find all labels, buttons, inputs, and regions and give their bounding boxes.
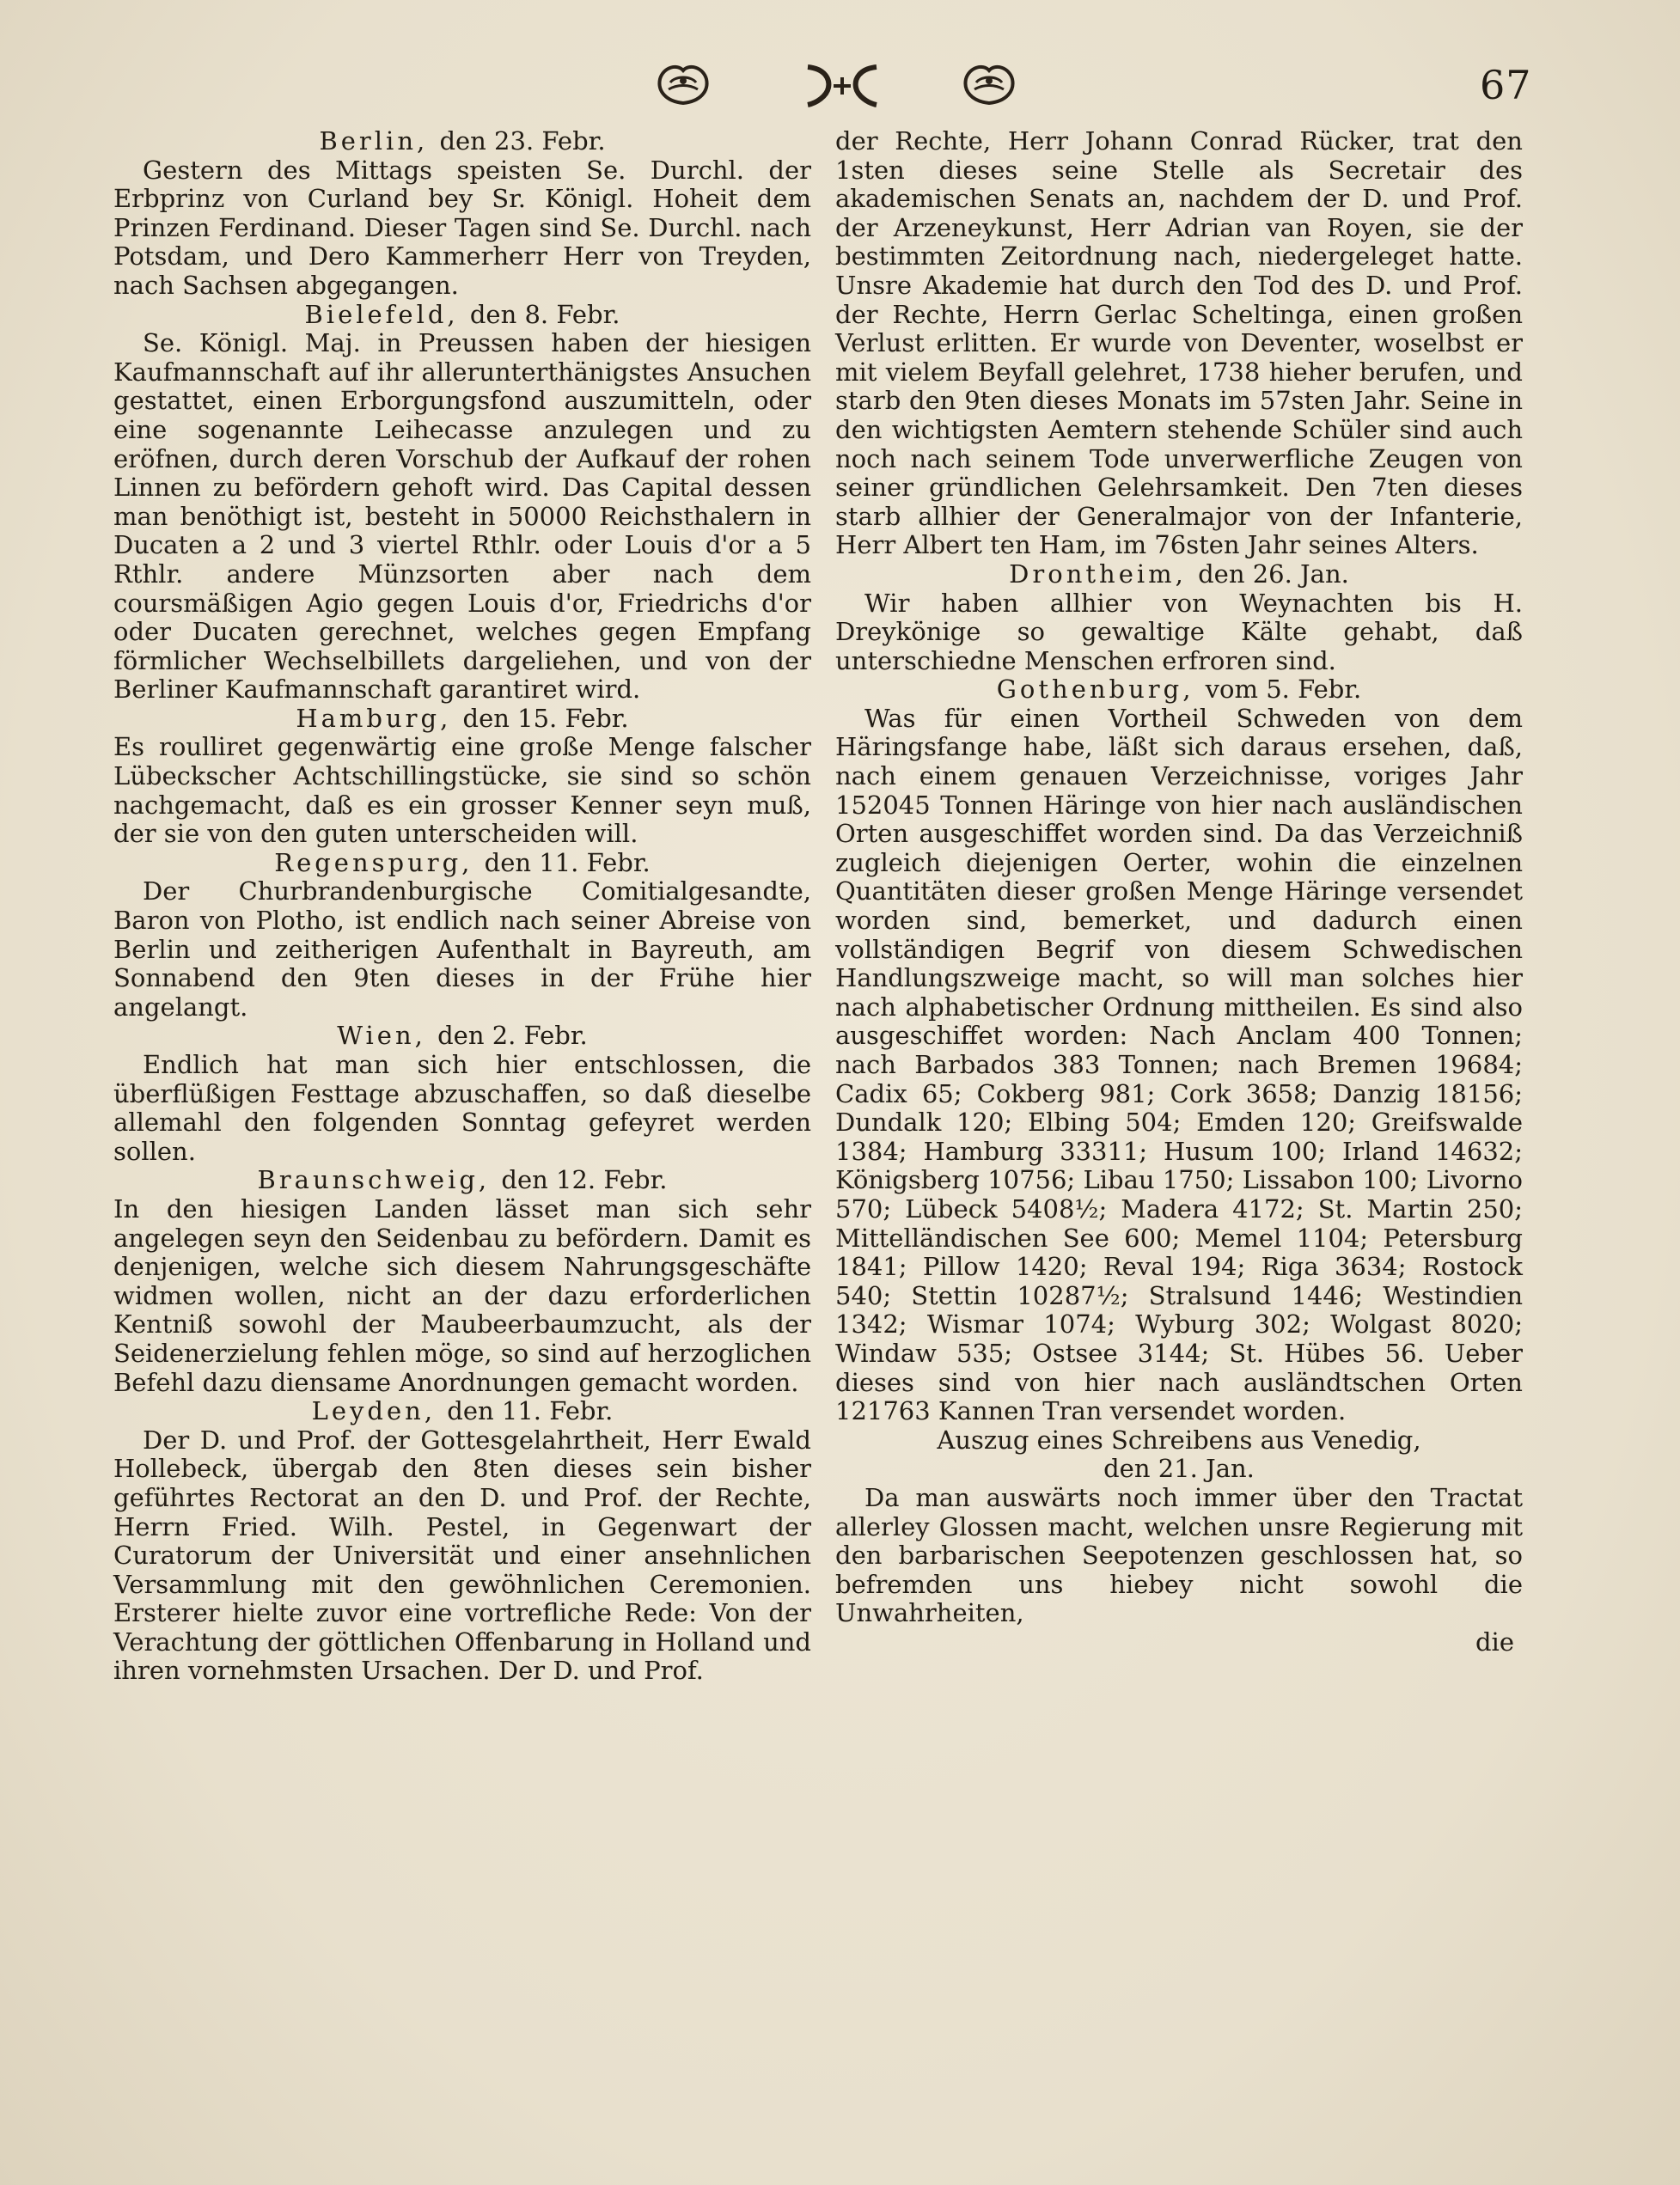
article-bielefeld: Se. Königl. Maj. in Preussen haben der hiesigen Kaufmannschaft auf ihr allerunterthänigstes Ansuchen gestattet, einen Erborgungsfond auszumitteln, oder eine sogenannte Leihecasse anzulegen und zu eröfnen, durch deren Vorschub der Aufkauf der rohen Linnen zu befördern gehoft wird. Das Capital dessen man benöthigt ist, besteht in 50000 Reichsthalern in Ducaten a 2 und 3 viertel Rthlr. oder Louis d'or a 5 Rthlr. andere Münzsorten aber nach dem coursmäßigen Agio gegen Louis d'or, Friedrichs d'or oder Ducaten gerechnet, welches gegen Empfang förmlicher Wechselbillets dargeliehen, und von der Berliner Kaufmannschaft garantiret wird. (113, 328, 811, 705)
article-leyden-continued: der Rechte, Herr Johann Conrad Rücker, trat den 1sten dieses seine Stelle als Secretair des akademischen Senats an, nachdem der D. und Prof. der Arzeneykunst, Herr Adrian van Royen, sie der bestimmten Zeitordnung nach, niedergeleget hatte. Unsre Akademie hat durch den Tod des D. und Prof. der Rechte, Herrn Gerlac Scheltinga, einen großen Verlust erlitten. Er wurde von Deventer, woselbst er mit vielem Beyfall gelehret, 1738 hieher berufen, und starb den 9ten dieses Monats im 57sten Jahr. Seine in den wichtigsten Aemtern stehende Schüler sind auch noch nach seinem Tode unverwerfliche Zeugen von seiner gründlichen Gelehrsamkeit. Den 7ten dieses starb allhier der Generalmajor von der Infanterie, Herr Albert ten Ham, im 76sten Jahr seines Alters. (835, 126, 1523, 560)
heading-venedig-date: den 21. Jan. (1103, 1454, 1255, 1484)
article-hamburg: Es roulliret gegenwärtig eine große Menge falscher Lübeckscher Achtschillingstücke, sie sind so schön nachgemacht, daß es ein grosser Kenner seyn muß, der sie von den guten unterscheiden will. (113, 732, 811, 849)
left-column (113, 127, 811, 1686)
article-venedig: Da man auswärts noch immer über den Tractat allerley Glossen macht, welchen unsre Regierung mit den barbarischen Seepotenzen geschlossen hat, so befremden uns hiebey nicht sowohl die Unwahrheiten, (835, 1482, 1523, 1628)
article-regenspurg: Der Churbrandenburgische Comitialgesandte, Baron von Plotho, ist endlich nach seiner Abreise von Berlin und zeitherigen Aufenthalt in Bayreuth, am Sonnabend den 9ten dieses in der Frühe hier angelangt. (113, 876, 811, 1022)
ornament-left-icon (653, 58, 713, 110)
heading-venedig: Auszug eines Schreibens aus Venedig, (937, 1425, 1421, 1455)
ornament-right-icon (959, 58, 1019, 110)
catchword: die (1475, 1627, 1514, 1657)
dateline-regenspurg: Regenspurg, den 11. Febr. (274, 847, 651, 877)
right-column (835, 127, 1523, 1657)
dateline-gothenburg: Gothenburg, vom 5. Febr. (996, 674, 1362, 705)
page-number: 67 (1480, 62, 1532, 108)
article-berlin: Gestern des Mittags speisten Se. Durchl. der Erbprinz von Curland bey Sr. Königl. Hoheit dem Prinzen Ferdinand. Dieser Tagen sind Se. Durchl. nach Potsdam, und Dero Kammerherr Herr von Treyden, nach Sachsen abgegangen. (113, 155, 811, 300)
dateline-hamburg: Hamburg, den 15. Febr. (296, 703, 629, 733)
article-wien: Endlich hat man sich hier entschlossen, die überflüßigen Festtage abzuschaffen, so daß dieselbe allemahl den folgenden Sonntag gefeyret werden sollen. (113, 1050, 811, 1166)
dateline-leyden: Leyden, den 11. Febr. (311, 1396, 614, 1426)
article-braunschweig: In den hiesigen Landen lässet man sich sehr angelegen seyn den Seidenbau zu befördern. Damit es denjenigen, welche sich diesem Nahrungsgeschäfte widmen wollen, nicht an der dazu erforderlichen Kentniß sowohl der Maubeerbaumzucht, als der Seidenerzielung fehlen möge, so sind auf herzoglichen Befehl dazu diensame Anordnungen gemacht worden. (113, 1193, 811, 1397)
dateline-drontheim: Drontheim, den 26. Jan. (1009, 558, 1349, 589)
ornament-center-icon (799, 58, 885, 113)
article-drontheim: Wir haben allhier von Weynachten bis H. Dreykönige so gewaltige Kälte gehabt, daß unterschiedne Menschen erfroren sind. (835, 588, 1523, 675)
article-leyden: Der D. und Prof. der Gottesgelahrtheit, Herr Ewald Hollebeck, übergab den 8ten dieses sein bisher geführtes Rectorat an den D. und Prof. der Rechte, Herrn Fried. Wilh. Pestel, in Gegenwart der Curatorum der Universität und einer ansehnlichen Versammlung mit den gewöhnlichen Ceremonien. Ersterer hielte zuvor eine vortrefliche Rede: Von der Verachtung der göttlichen Offenbarung in Holland und ihren vornehmsten Ursachen. Der D. und Prof. (113, 1425, 811, 1686)
article-gothenburg: Was für einen Vortheil Schweden von dem Häringsfange habe, läßt sich daraus ersehen, daß, nach einem genauen Verzeichnisse, voriges Jahr 152045 Tonnen Häringe von hier nach ausländischen Orten ausgeschiffet worden sind. Da das Verzeichniß zugleich diejenigen Oerter, wohin die einzelnen Quantitäten dieser großen Menge Häringe versendet worden sind, bemerket, und dadurch einen vollständigen Begrif von diesem Schwedischen Handlungszweige macht, so will man solches hier nach alphabetischer Ordnung mittheilen. Es sind also ausgeschiffet worden: Nach Anclam 400 Tonnen; nach Barbados 383 Tonnen; nach Bremen 19684; Cadix 65; Cokberg 981; Cork 3658; Danzig 18156; Dundalk 120; Elbing 504; Emden 120; Greifswalde 1384; Hamburg 33311; Husum 100; Irland 14632; Königsberg 10756; Libau 1750; Lissabon 100; Livorno 570; Lübeck 5408½; Madera 4172; St. Martin 250; Mittelländischen See 600; Memel 1104; Petersburg 1841; Pillow 1420; Reval 194; Riga 3634; Rostock 540; Stettin 10287½; Stralsund 1446; Westindien 1342; Wismar 1074; Wyburg 302; Wolgast 8020; Windaw 535; Ostsee 3144; St. Hübes 56. Ueber dieses sind von hier nach ausländtschen Orten 121763 Kannen Tran versendet worden. (835, 703, 1523, 1426)
dateline-wien: Wien, den 2. Febr. (337, 1021, 588, 1051)
dateline-bielefeld: Bielefeld, den 8. Febr. (304, 299, 620, 329)
dateline-berlin: Berlin, den 23. Febr. (319, 126, 606, 156)
dateline-braunschweig: Braunschweig, den 12. Febr. (257, 1165, 668, 1195)
header-ornament (0, 58, 1680, 127)
